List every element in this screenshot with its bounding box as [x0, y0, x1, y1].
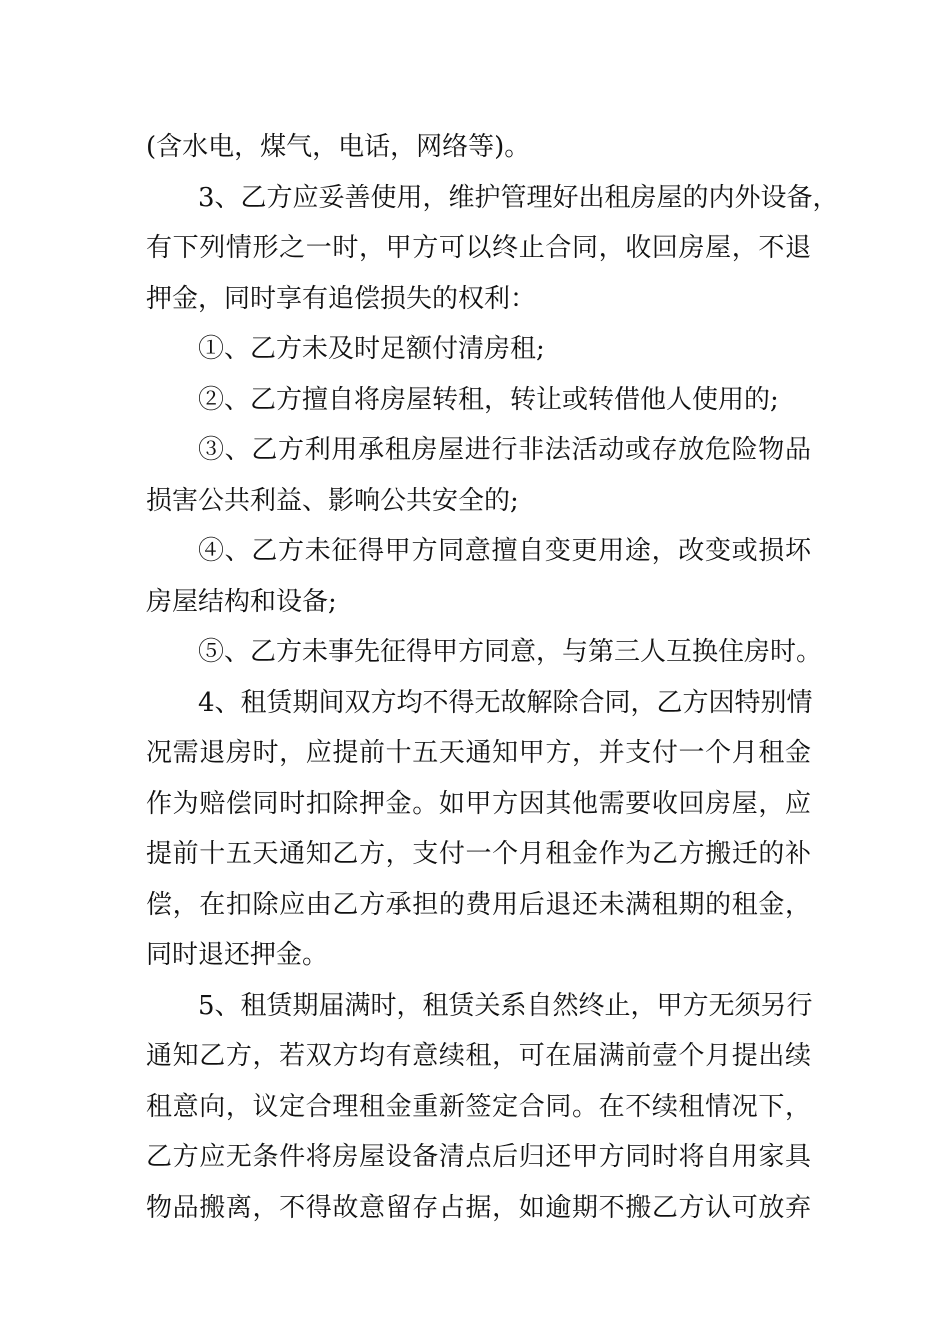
- sub-clause-3-line: ③、乙方利用承租房屋进行非法活动或存放危险物品: [198, 435, 811, 465]
- text-line: 房屋结构和设备;: [146, 586, 337, 617]
- text-line: 乙方应无条件将房屋设备清点后归还甲方同时将自用家具: [146, 1142, 811, 1172]
- text-line: (含水电，煤气，电话，网络等)。: [146, 132, 531, 162]
- text-line: 损害公共利益、影响公共安全的;: [146, 485, 519, 516]
- sub-clause-1-line: ①、乙方未及时足额付清房租;: [198, 334, 545, 364]
- clause-3-line: 3、乙方应妥善使用，维护管理好出租房屋的内外设备，: [198, 182, 839, 213]
- text-line: 同时退还押金。: [146, 940, 329, 970]
- sub-clause-5-line: ⑤、乙方未事先征得甲方同意，与第三人互换住房时。: [198, 637, 823, 667]
- clause-5-line: 5、租赁期届满时，租赁关系自然终止，甲方无须另行: [198, 990, 813, 1021]
- text-line: 作为赔偿同时扣除押金。如甲方因其他需要收回房屋，应: [146, 788, 811, 819]
- text-line: 有下列情形之一时，甲方可以终止合同，收回房屋，不退: [146, 233, 811, 263]
- document-body: [146, 122, 839, 1233]
- text-line: 通知乙方，若双方均有意续租，可在届满前壹个月提出续: [146, 1041, 811, 1071]
- text-line: 提前十五天通知乙方，支付一个月租金作为乙方搬迁的补: [146, 839, 811, 869]
- sub-clause-2-line: ②、乙方擅自将房屋转租，转让或转借他人使用的;: [198, 384, 779, 415]
- text-line: 租意向，议定合理租金重新签定合同。在不续租情况下，: [146, 1091, 811, 1122]
- clause-4-line: 4、租赁期间双方均不得无故解除合同，乙方因特别情: [198, 687, 813, 718]
- sub-clause-4-line: ④、乙方未征得甲方同意擅自变更用途，改变或损坏: [198, 536, 811, 566]
- text-line: 押金，同时享有追偿损失的权利：: [146, 283, 537, 314]
- text-line: 况需退房时，应提前十五天通知甲方，并支付一个月租金: [146, 738, 811, 768]
- text-line: 物品搬离，不得故意留存占据，如逾期不搬乙方认可放弃: [146, 1192, 811, 1223]
- text-line: 偿，在扣除应由乙方承担的费用后退还未满租期的租金，: [146, 889, 811, 920]
